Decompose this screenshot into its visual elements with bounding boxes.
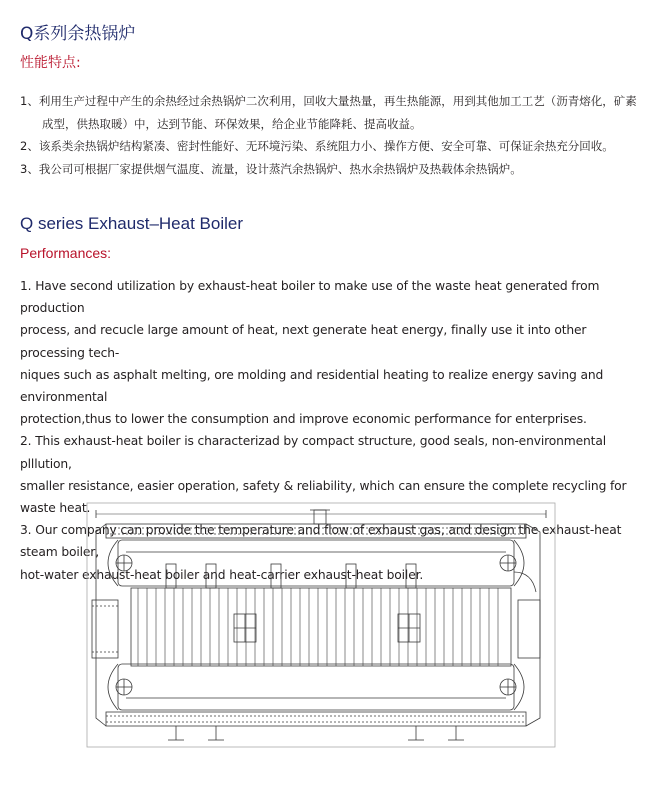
cn-subtitle: 性能特点: <box>20 55 81 71</box>
boiler-drawing <box>86 502 556 748</box>
cn-title: Q系列余热锅炉 <box>20 24 136 44</box>
en-line-1: 1. Have second utilization by exhaust-heat boiler to make use of the waste heat generated from production <box>20 279 600 316</box>
en-subtitle: Performances: <box>20 245 112 261</box>
cn-features-list <box>20 90 640 180</box>
en-line-8: hot-water exhaust-heat boiler and heat-carrier exhaust-heat boiler. <box>20 567 424 582</box>
en-line-6: smaller resistance, easier operation, safety & reliability, which can ensure the complete recycling for waste heat. <box>20 478 627 516</box>
en-line-2: process, and recucle large amount of heat, next generate heat energy, finally use it into other processing tech- <box>20 323 587 360</box>
cn-feature-1: 1、利用生产过程中产生的余热经过余热锅炉二次利用，回收大量热量，再生热能源，用到其他加工工艺（沥青熔化，矿素成型，供热取暖）中，达到节能、环保效果，给企业节能降耗、提高收益。 <box>20 94 637 131</box>
en-line-4: protection,thus to lower the consumption and improve economic performance for enterprises. <box>20 412 587 427</box>
cn-feature-3: 3、我公司可根据厂家提供烟气温度、流量，设计蒸汽余热锅炉、热水余热锅炉及热载体余热锅炉。 <box>20 161 522 176</box>
en-line-3: niques such as asphalt melting, ore molding and residential heating to realize energy saving and environmental <box>20 367 604 405</box>
cn-feature-2: 2、该系类余热锅炉结构紧凑、密封性能好、无环境污染、系统阻力小、操作方便、安全可靠、可保证余热充分回收。 <box>20 139 614 153</box>
en-line-5: 2. This exhaust-heat boiler is characterizad by compact structure, good seals, non-environmental plllution, <box>20 434 606 471</box>
en-line-7: 3. Our company can provide the temperature and flow of exhaust gas, and design the exhaust-heat steam boiler, <box>20 523 622 560</box>
en-title: Q series Exhaust–Heat Boiler <box>20 214 243 233</box>
